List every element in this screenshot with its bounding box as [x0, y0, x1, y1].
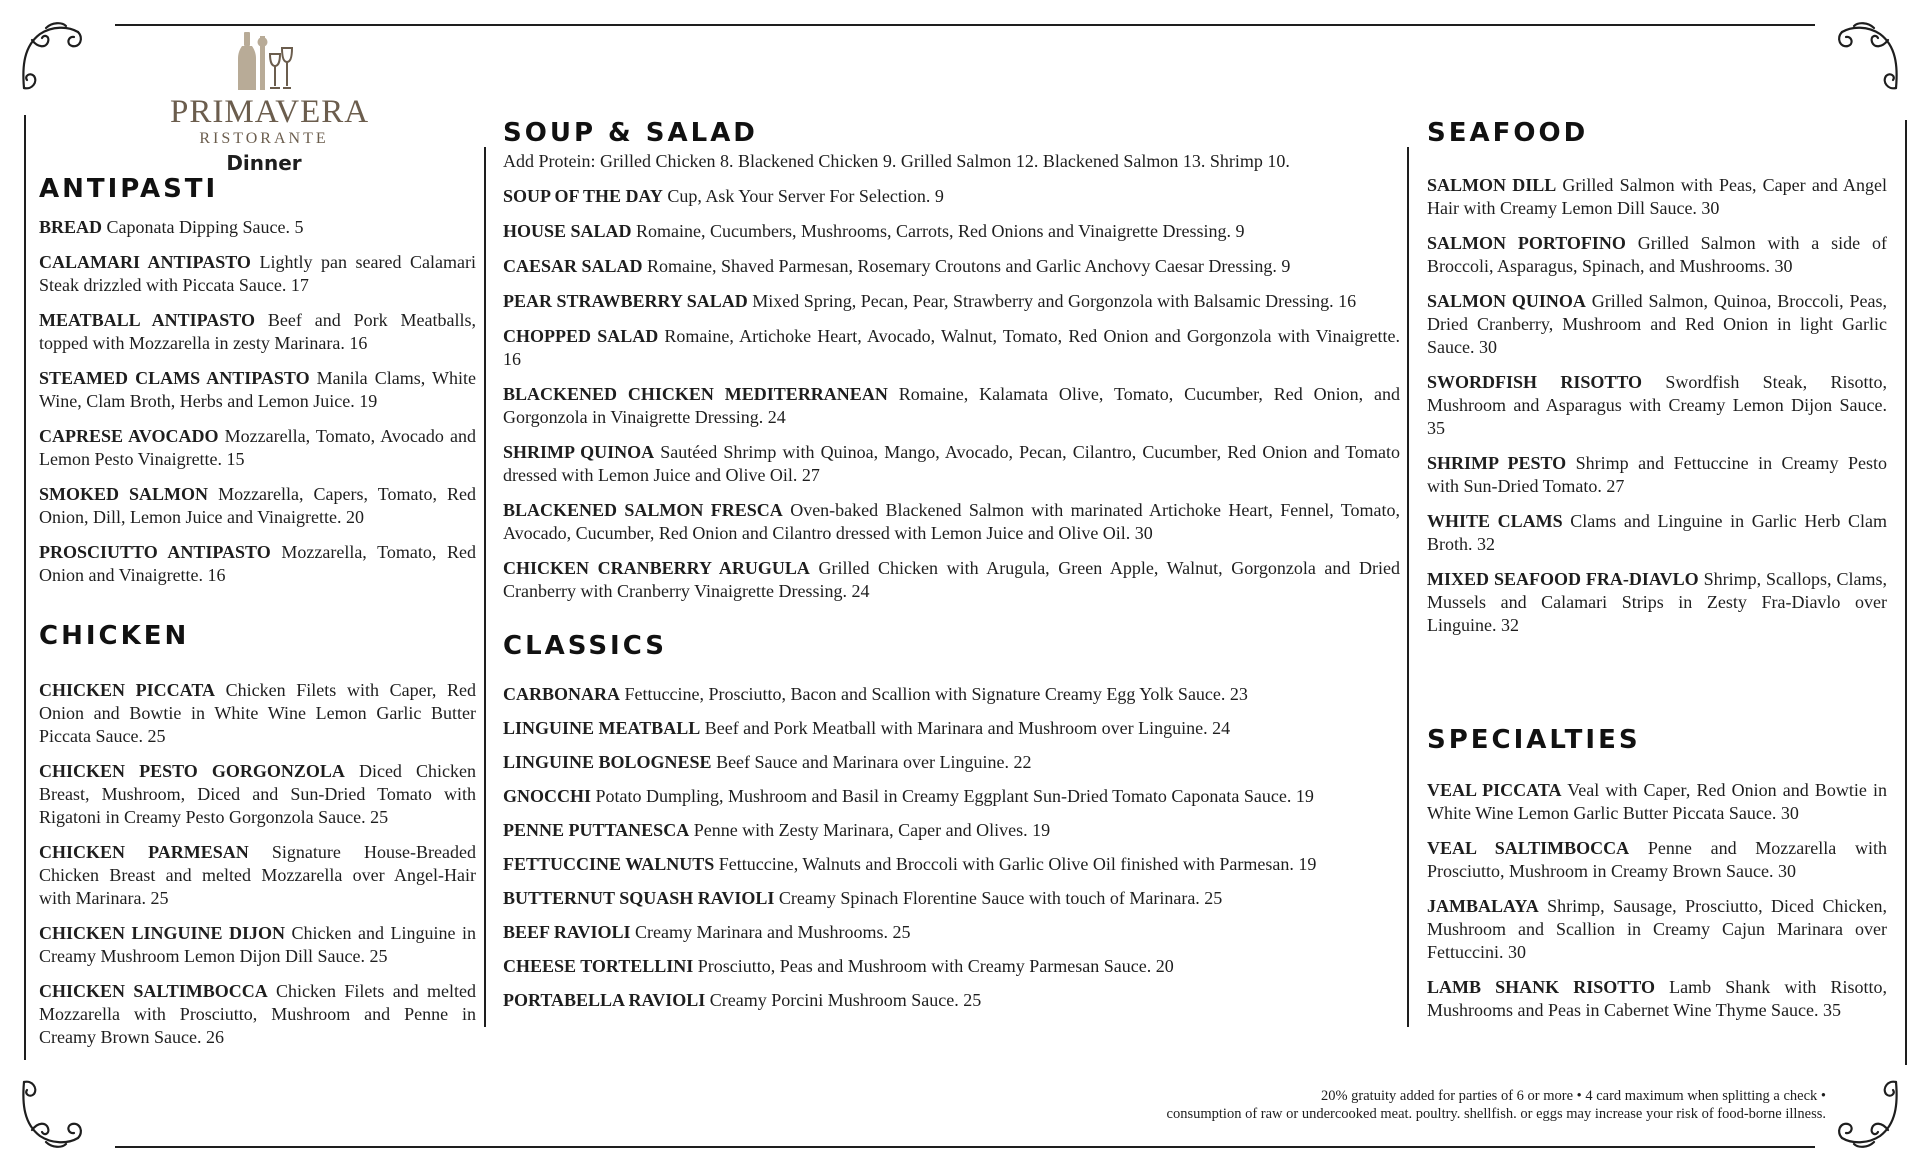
logo-subtitle: RISTORANTE — [199, 130, 329, 147]
item-desc: Veal with Caper, Red Onion and Bowtie in White Wine Lemon Garlic Butter Piccata Sauce. 30 — [1427, 780, 1887, 823]
menu-item — [503, 683, 1400, 706]
column-divider — [1407, 147, 1409, 1027]
item-desc: Romaine, Kalamata Olive, Tomato, Cucumber, Red Onion, and Gorgonzola in Vinaigrette Dressing. 24 — [503, 384, 1400, 427]
item-name: SALMON PORTOFINO — [1427, 233, 1626, 253]
item-desc: Lightly pan seared Calamari Steak drizzled with Piccata Sauce. 17 — [39, 252, 476, 295]
item-name: CALAMARI ANTIPASTO — [39, 252, 251, 272]
item-desc: Mixed Spring, Pecan, Pear, Strawberry and Gorgonzola with Balsamic Dressing. 16 — [747, 291, 1357, 311]
section-antipasti — [39, 176, 476, 587]
item-desc: Clams and Linguine in Garlic Herb Clam Broth. 32 — [1427, 511, 1887, 554]
item-desc: Beef Sauce and Marinara over Linguine. 22 — [711, 752, 1032, 772]
left-border-line — [24, 115, 26, 1060]
menu-item — [1427, 232, 1887, 278]
wine-bottle-glasses-icon — [232, 28, 296, 92]
item-desc: Signature House-Breaded Chicken Breast and melted Mozzarella over Angel-Hair with Marinara. 25 — [39, 842, 476, 908]
item-desc: Grilled Chicken with Arugula, Green Apple, Walnut, Gorgonzola and Dried Cranberry with Cranberry Vinaigrette Dressing. 24 — [503, 558, 1400, 601]
item-name: PROSCIUTTO ANTIPASTO — [39, 542, 271, 562]
item-name: CHICKEN CRANBERRY ARUGULA — [503, 558, 810, 578]
menu-item — [503, 441, 1400, 487]
item-desc: Oven-baked Blackened Salmon with marinated Artichoke Heart, Fennel, Tomato, Avocado, Cucumber, Red Onion and Cilantro dressed with Lemon Juice and Olive Oil. 30 — [503, 500, 1400, 543]
item-name: MEATBALL ANTIPASTO — [39, 310, 255, 330]
menu-item — [1427, 452, 1887, 498]
footer-line: 20% gratuity added for parties of 6 or more • 4 card maximum when splitting a check • — [1320, 1088, 1826, 1104]
item-desc: Swordfish Steak, Risotto, Mushroom and Asparagus with Creamy Lemon Dijon Sauce. 35 — [1427, 372, 1887, 438]
item-desc: Shrimp and Fettuccine in Creamy Pesto with Sun-Dried Tomato. 27 — [1427, 453, 1888, 496]
menu-item — [503, 819, 1400, 842]
item-desc: Chicken and Linguine in Creamy Mushroom Lemon Dijon Dill Sauce. 25 — [39, 923, 476, 966]
item-desc: Chicken Filets and melted Mozzarella with Prosciutto, Mushroom and Penne in Creamy Brown Sauce. 26 — [39, 981, 476, 1047]
menu-item — [39, 541, 476, 587]
item-desc: Shrimp, Scallops, Clams, Mussels and Calamari Strips in Zesty Fra-Diavlo over Linguine. 32 — [1427, 569, 1887, 635]
item-desc: Manila Clams, White Wine, Clam Broth, Herbs and Lemon Juice. 19 — [39, 368, 476, 411]
section-specialties — [1427, 727, 1887, 1022]
item-name: CHICKEN SALTIMBOCCA — [39, 981, 268, 1001]
item-name: SALMON QUINOA — [1427, 291, 1586, 311]
column-divider — [484, 147, 486, 1027]
menu-item — [39, 841, 476, 910]
item-name: CARBONARA — [503, 684, 620, 704]
item-desc: Lamb Shank with Risotto, Mushrooms and Peas in Cabernet Wine Thyme Sauce. 35 — [1427, 977, 1888, 1020]
menu-item — [39, 216, 476, 239]
menu-item — [1427, 837, 1887, 883]
menu-item — [1427, 779, 1887, 825]
section-title: SPECIALTIES — [1427, 725, 1641, 755]
menu-item — [39, 679, 476, 748]
item-name: WHITE CLAMS — [1427, 511, 1563, 531]
section-classics — [503, 633, 1400, 1012]
item-desc: Grilled Salmon with Peas, Caper and Angel Hair with Creamy Lemon Dill Sauce. 30 — [1427, 175, 1887, 218]
menu-item — [503, 220, 1400, 243]
item-desc: Prosciutto, Peas and Mushroom with Creamy Parmesan Sauce. 20 — [693, 956, 1174, 976]
menu-item — [503, 383, 1400, 429]
item-name: CAPRESE AVOCADO — [39, 426, 219, 446]
item-name: VEAL SALTIMBOCCA — [1427, 838, 1630, 858]
item-name: CHICKEN PESTO GORGONZOLA — [39, 761, 345, 781]
menu-item — [503, 989, 1400, 1012]
item-desc: Mozzarella, Capers, Tomato, Red Onion, Dill, Lemon Juice and Vinaigrette. 20 — [39, 484, 476, 527]
footer-line: consumption of raw or undercooked meat. poultry. shellfish. or eggs may increase your risk of food-borne illness. — [1166, 1106, 1826, 1122]
item-name: MIXED SEAFOOD FRA-DIAVLO — [1427, 569, 1699, 589]
menu-item — [503, 785, 1400, 808]
item-desc: Romaine, Artichoke Heart, Avocado, Walnut, Tomato, Red Onion and Gorgonzola with Vinaigrette. 16 — [503, 326, 1400, 369]
column-left — [39, 176, 476, 1049]
section-chicken — [39, 623, 476, 1049]
item-desc: Grilled Salmon, Quinoa, Broccoli, Peas, Dried Cranberry, Mushroom and Red Onion in light Garlic Sauce. 30 — [1427, 291, 1888, 357]
corner-flourish-icon — [1834, 1078, 1902, 1152]
restaurant-logo — [170, 28, 370, 175]
menu-item — [1427, 174, 1887, 220]
item-desc: Sautéed Shrimp with Quinoa, Mango, Avocado, Pecan, Cilantro, Cucumber, Red Onion and Tomato dressed with Lemon Juice and Olive Oil. 27 — [503, 442, 1400, 485]
section-seafood — [1427, 120, 1887, 637]
item-desc: Beef and Pork Meatballs, topped with Mozzarella in zesty Marinara. 16 — [39, 310, 476, 353]
item-name: SHRIMP PESTO — [1427, 453, 1567, 473]
item-name: SWORDFISH RISOTTO — [1427, 372, 1643, 392]
item-desc: Creamy Porcini Mushroom Sauce. 25 — [705, 990, 982, 1010]
section-title: ANTIPASTI — [39, 174, 219, 204]
item-name: SALMON DILL — [1427, 175, 1557, 195]
menu-item — [503, 887, 1400, 910]
item-name: BREAD — [39, 217, 103, 237]
item-name: SMOKED SALMON — [39, 484, 209, 504]
footer-notice — [1167, 1087, 1826, 1123]
item-desc: Creamy Spinach Florentine Sauce with touch of Marinara. 25 — [774, 888, 1223, 908]
menu-item — [1427, 371, 1887, 440]
menu-item — [39, 760, 476, 829]
item-desc: Beef and Pork Meatball with Marinara and Mushroom over Linguine. 24 — [700, 718, 1231, 738]
section-title: CLASSICS — [503, 631, 668, 661]
item-name: LINGUINE BOLOGNESE — [503, 752, 712, 772]
item-desc: Diced Chicken Breast, Mushroom, Diced and Sun-Dried Tomato with Rigatoni in Creamy Pesto Gorgonzola Sauce. 25 — [39, 761, 476, 827]
menu-item — [1427, 895, 1887, 964]
item-desc: Creamy Marinara and Mushrooms. 25 — [630, 922, 911, 942]
column-right — [1427, 120, 1887, 1022]
item-name: BUTTERNUT SQUASH RAVIOLI — [503, 888, 775, 908]
menu-item — [1427, 568, 1887, 637]
item-name: CHOPPED SALAD — [503, 326, 659, 346]
section-title: CHICKEN — [39, 621, 190, 651]
corner-flourish-icon — [18, 1078, 86, 1152]
item-name: BLACKENED CHICKEN MEDITERRANEAN — [503, 384, 888, 404]
menu-item — [39, 922, 476, 968]
bottom-border-line — [115, 1146, 1815, 1148]
item-desc: Fettuccine, Prosciutto, Bacon and Scallion with Signature Creamy Egg Yolk Sauce. 23 — [620, 684, 1248, 704]
menu-item — [503, 921, 1400, 944]
item-desc: Shrimp, Sausage, Prosciutto, Diced Chicken, Mushroom and Scallion in Creamy Cajun Marinara over Fettuccini. 30 — [1427, 896, 1887, 962]
item-desc: Potato Dumpling, Mushroom and Basil in Creamy Eggplant Sun-Dried Tomato Caponata Sauce. 19 — [591, 786, 1314, 806]
menu-item — [503, 325, 1400, 371]
menu-item — [503, 557, 1400, 603]
item-name: FETTUCCINE WALNUTS — [503, 854, 715, 874]
menu-item — [1427, 290, 1887, 359]
item-desc: Penne with Zesty Marinara, Caper and Olives. 19 — [689, 820, 1051, 840]
section-title: SEAFOOD — [1427, 118, 1589, 148]
item-desc: Mozzarella, Tomato, Red Onion and Vinaigrette. 16 — [39, 542, 476, 585]
item-name: JAMBALAYA — [1427, 896, 1539, 916]
section-title: SOUP & SALAD — [503, 118, 758, 148]
menu-item — [503, 185, 1400, 208]
item-name: BLACKENED SALMON FRESCA — [503, 500, 783, 520]
item-name: CHICKEN PARMESAN — [39, 842, 249, 862]
section-soup-salad — [503, 120, 1400, 603]
top-border-line — [115, 24, 1815, 26]
item-desc: Cup, Ask Your Server For Selection. 9 — [662, 186, 944, 206]
menu-item — [503, 499, 1400, 545]
add-protein-note: Add Protein: Grilled Chicken 8. Blackened Chicken 9. Grilled Salmon 12. Blackened Salmon 13. Shrimp 10. — [503, 151, 1290, 171]
item-name: HOUSE SALAD — [503, 221, 632, 241]
item-name: GNOCCHI — [503, 786, 592, 806]
item-desc: Caponata Dipping Sauce. 5 — [102, 217, 304, 237]
column-middle — [503, 120, 1400, 1012]
item-name: CAESAR SALAD — [503, 256, 643, 276]
item-name: VEAL PICCATA — [1427, 780, 1562, 800]
menu-item — [39, 251, 476, 297]
logo-name: PRIMAVERA — [170, 94, 370, 130]
item-desc: Fettuccine, Walnuts and Broccoli with Garlic Olive Oil finished with Parmesan. 19 — [714, 854, 1317, 874]
menu-item — [503, 290, 1400, 313]
item-name: CHICKEN LINGUINE DIJON — [39, 923, 286, 943]
item-desc: Grilled Salmon with a side of Broccoli, Asparagus, Spinach, and Mushrooms. 30 — [1427, 233, 1887, 276]
item-name: PENNE PUTTANESCA — [503, 820, 690, 840]
corner-flourish-icon — [1834, 18, 1902, 92]
menu-item — [39, 425, 476, 471]
item-desc: Chicken Filets with Caper, Red Onion and Bowtie in White Wine Lemon Garlic Butter Piccata Sauce. 25 — [39, 680, 477, 746]
right-border-line — [1905, 120, 1907, 1065]
menu-item — [39, 483, 476, 529]
item-name: PORTABELLA RAVIOLI — [503, 990, 706, 1010]
item-name: SOUP OF THE DAY — [503, 186, 663, 206]
menu-item — [503, 717, 1400, 740]
menu-type-label: Dinner — [226, 151, 302, 175]
item-name: LINGUINE MEATBALL — [503, 718, 701, 738]
menu-item — [1427, 976, 1887, 1022]
item-desc: Romaine, Cucumbers, Mushrooms, Carrots, Red Onions and Vinaigrette Dressing. 9 — [631, 221, 1245, 241]
menu-item — [503, 955, 1400, 978]
item-desc: Romaine, Shaved Parmesan, Rosemary Croutons and Garlic Anchovy Caesar Dressing. 9 — [642, 256, 1291, 276]
menu-item — [39, 309, 476, 355]
item-name: STEAMED CLAMS ANTIPASTO — [39, 368, 310, 388]
menu-item — [39, 367, 476, 413]
item-name: PEAR STRAWBERRY SALAD — [503, 291, 748, 311]
item-name: SHRIMP QUINOA — [503, 442, 655, 462]
menu-item — [1427, 510, 1887, 556]
menu-item — [503, 255, 1400, 278]
item-desc: Mozzarella, Tomato, Avocado and Lemon Pesto Vinaigrette. 15 — [39, 426, 476, 469]
item-name: CHEESE TORTELLINI — [503, 956, 694, 976]
menu-item — [39, 980, 476, 1049]
menu-item — [503, 853, 1400, 876]
menu-item — [503, 751, 1400, 774]
item-name: BEEF RAVIOLI — [503, 922, 631, 942]
item-desc: Penne and Mozzarella with Prosciutto, Mushroom in Creamy Brown Sauce. 30 — [1427, 838, 1887, 881]
item-name: LAMB SHANK RISOTTO — [1427, 977, 1655, 997]
corner-flourish-icon — [18, 18, 86, 92]
item-name: CHICKEN PICCATA — [39, 680, 215, 700]
